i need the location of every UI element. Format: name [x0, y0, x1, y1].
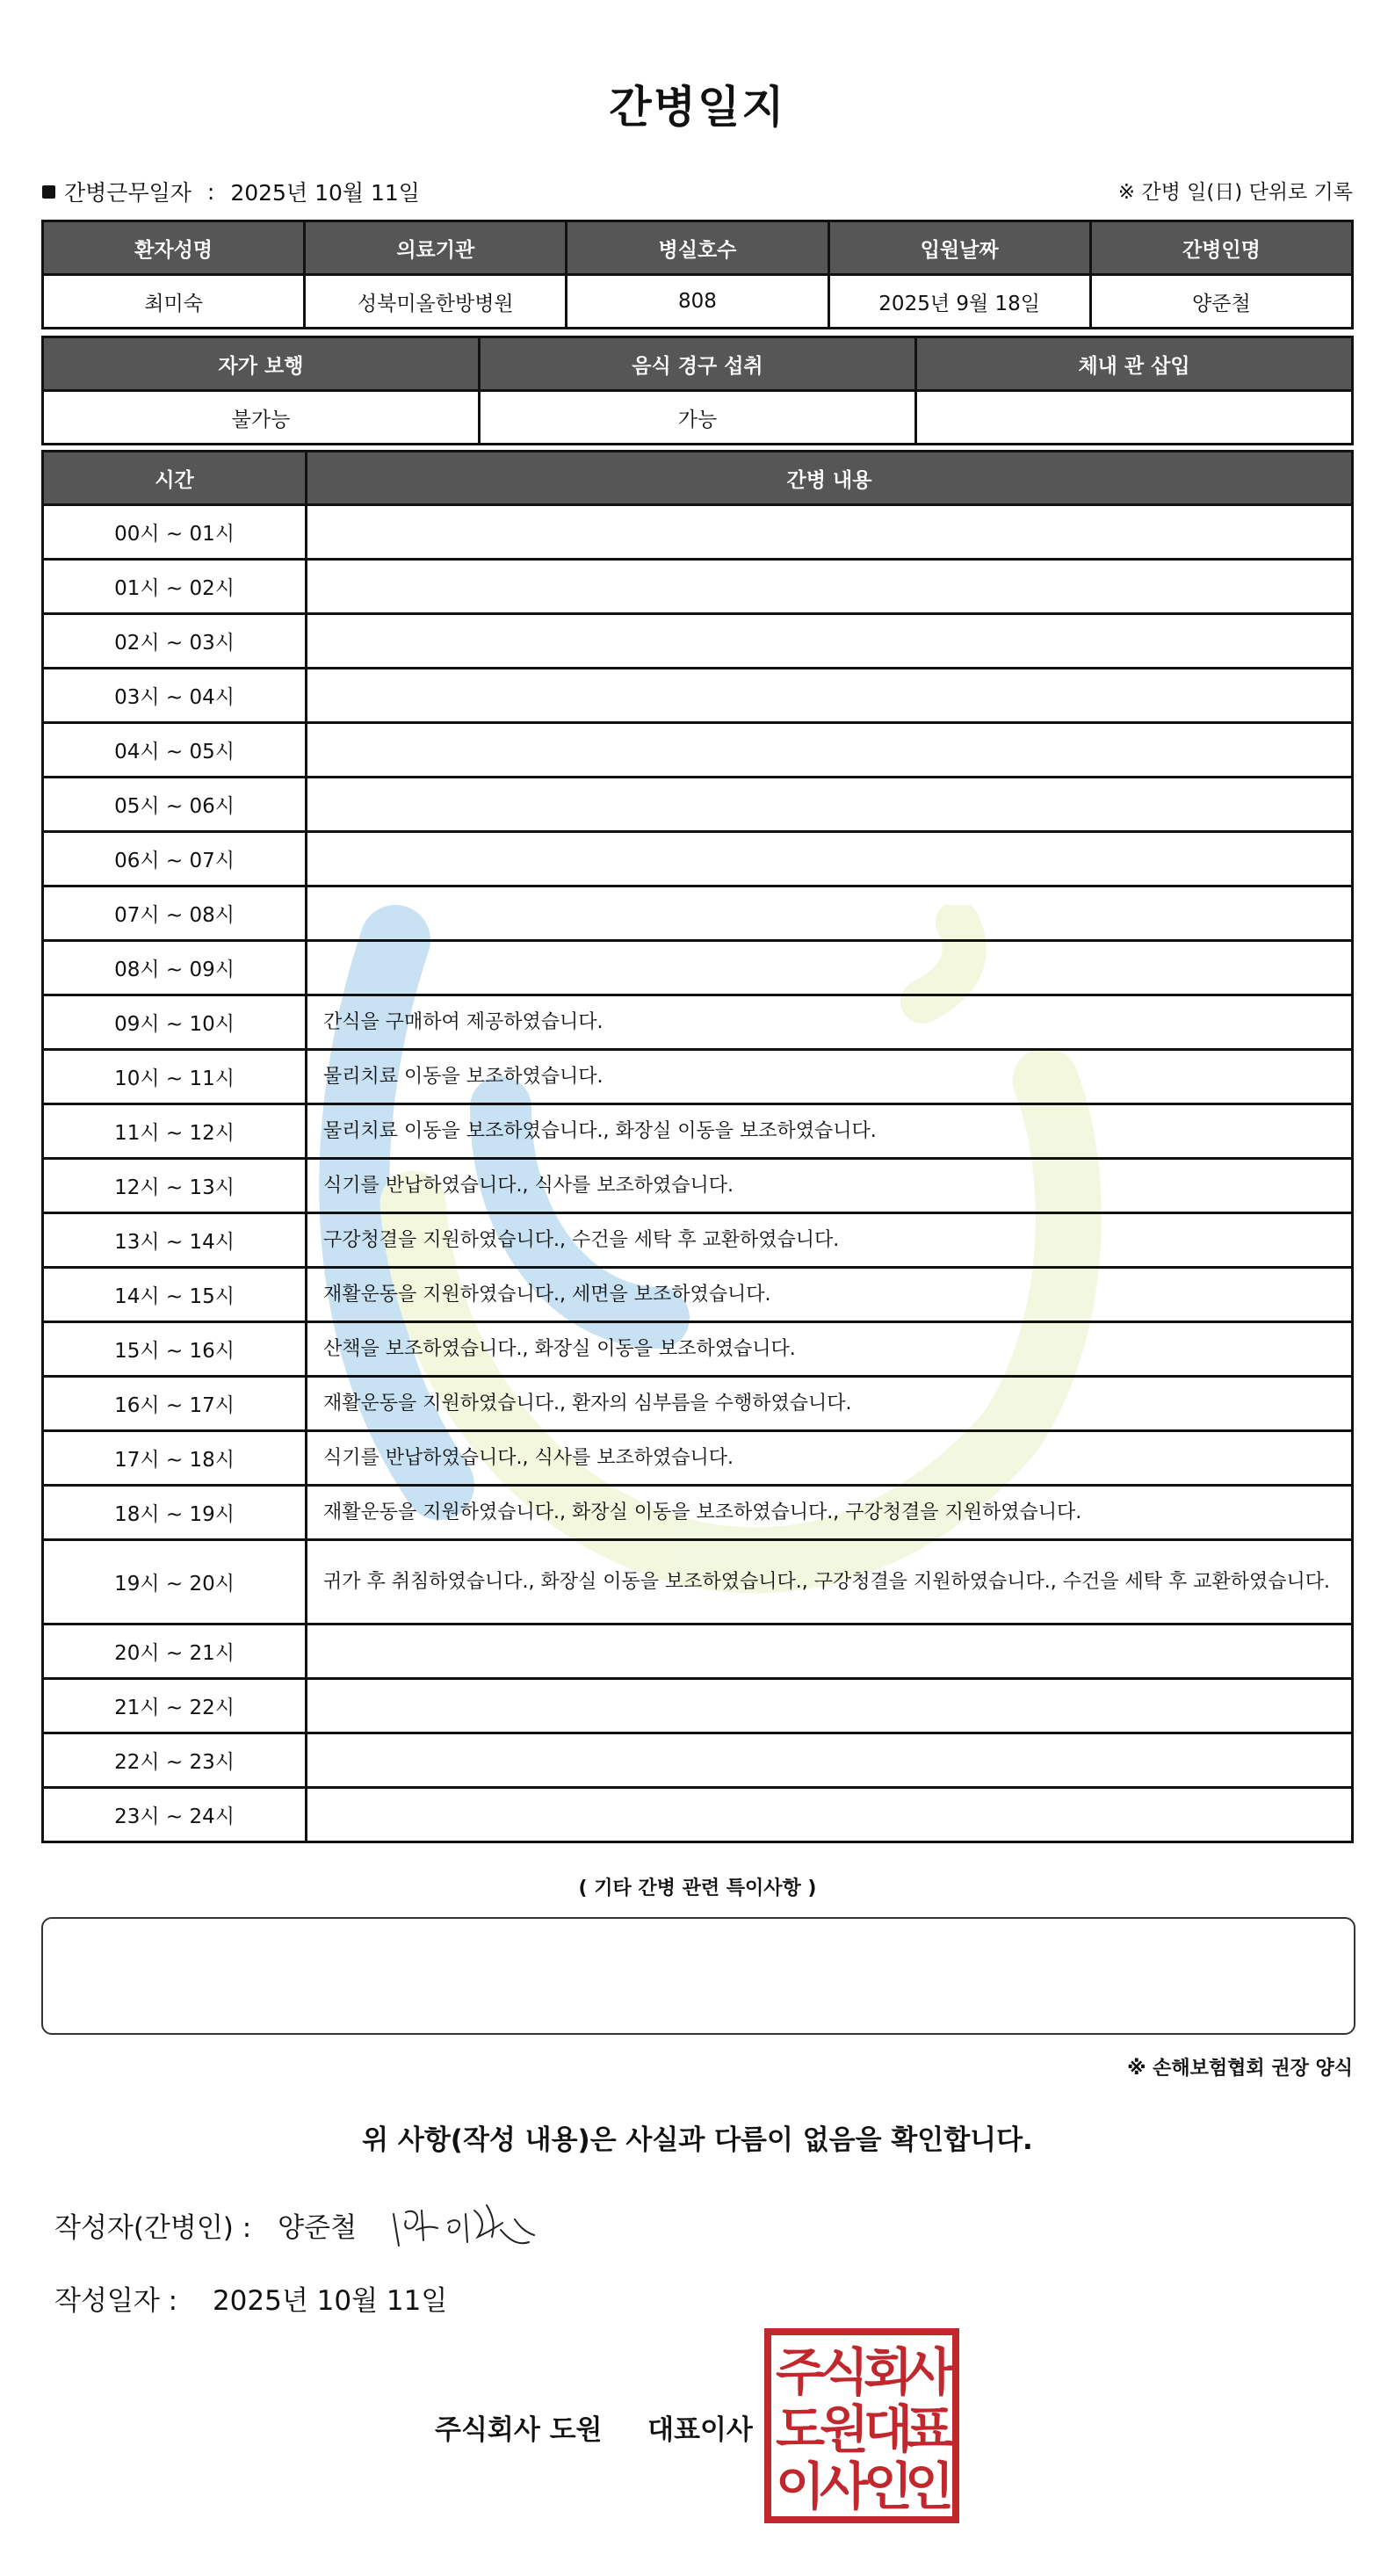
header-content: 간병 내용	[307, 452, 1353, 505]
confirmation-statement: 위 사항(작성 내용)은 사실과 다름이 없음을 확인합니다.	[362, 2124, 1033, 2156]
patient-info-table	[41, 220, 1354, 329]
header-room: 병실호수	[567, 221, 828, 275]
table-row	[43, 995, 1353, 1050]
bullet-square-icon	[42, 185, 55, 199]
log-time: 11시 ~ 12시	[43, 1104, 307, 1159]
log-content: 물리치료 이동을 보조하였습니다.	[307, 1050, 1353, 1104]
writer-name: 양준철	[278, 2212, 358, 2244]
log-time: 00시 ~ 01시	[43, 505, 307, 560]
admission-date: 2025년 9월 18일	[828, 275, 1090, 329]
log-content: 재활운동을 지원하였습니다., 환자의 심부름을 수행하였습니다.	[307, 1377, 1353, 1431]
writer-line	[54, 2205, 357, 2245]
log-content: 물리치료 이동을 보조하였습니다., 화장실 이동을 보조하였습니다.	[307, 1104, 1353, 1159]
header-caregiver: 간병인명	[1090, 221, 1352, 275]
svg-text:원: 원	[819, 2401, 870, 2458]
record-note: ※ 간병 일(日) 단위로 기록	[1117, 181, 1353, 204]
log-time: 19시 ~ 20시	[43, 1540, 307, 1624]
room-number: 808	[567, 275, 828, 329]
log-content: 귀가 후 취침하였습니다., 화장실 이동을 보조하였습니다., 구강청결을 지원하였습니다., 수건을 세탁 후 교환하였습니다.	[307, 1540, 1353, 1624]
log-time: 06시 ~ 07시	[43, 832, 307, 886]
hospital: 성북미올한방병원	[305, 275, 567, 329]
svg-text:표: 표	[904, 2401, 955, 2458]
log-time: 21시 ~ 22시	[43, 1679, 307, 1733]
company-signature-line	[435, 2407, 753, 2447]
table-row	[43, 1377, 1353, 1431]
svg-text:식: 식	[819, 2344, 870, 2401]
log-time: 08시 ~ 09시	[43, 941, 307, 995]
log-time: 09시 ~ 10시	[43, 995, 307, 1050]
header-self-walking: 자가 보행	[43, 337, 480, 391]
log-time: 17시 ~ 18시	[43, 1431, 307, 1486]
oral-intake: 가능	[480, 391, 916, 445]
table-row	[43, 941, 1353, 995]
table-row	[43, 832, 1353, 886]
written-date-value: 2025년 10월 11일	[212, 2285, 448, 2317]
log-content: 재활운동을 지원하였습니다., 화장실 이동을 보조하였습니다., 구강청결을 지원하였습니다.	[307, 1486, 1353, 1540]
log-time: 03시 ~ 04시	[43, 669, 307, 723]
table-row	[43, 1540, 1353, 1624]
log-time: 23시 ~ 24시	[43, 1788, 307, 1842]
table-row	[43, 1050, 1353, 1104]
log-content	[307, 669, 1353, 723]
page-title: 간병일지	[609, 82, 786, 133]
table-row	[43, 505, 1353, 560]
log-content	[307, 1788, 1353, 1842]
log-time: 04시 ~ 05시	[43, 723, 307, 778]
care-log-table	[41, 450, 1354, 1843]
table-row	[43, 1733, 1353, 1788]
self-walking: 불가능	[43, 391, 480, 445]
log-content	[307, 614, 1353, 669]
table-row	[43, 1486, 1353, 1540]
log-content: 재활운동을 지원하였습니다., 세면을 보조하였습니다.	[307, 1268, 1353, 1322]
remarks-title: ( 기타 간병 관련 특이사항 )	[578, 1878, 817, 1899]
tube-insertion	[916, 391, 1353, 445]
log-content: 식기를 반납하였습니다., 식사를 보조하였습니다.	[307, 1431, 1353, 1486]
caregiver-name: 양준철	[1090, 275, 1352, 329]
log-content	[307, 941, 1353, 995]
header-tube-insertion: 체내 관 삽입	[916, 337, 1353, 391]
log-content: 식기를 반납하였습니다., 식사를 보조하였습니다.	[307, 1159, 1353, 1213]
log-content: 산책을 보조하였습니다., 화장실 이동을 보조하였습니다.	[307, 1322, 1353, 1377]
log-time: 07시 ~ 08시	[43, 886, 307, 941]
table-row	[43, 1104, 1353, 1159]
header-hospital: 의료기관	[305, 221, 567, 275]
table-row	[43, 669, 1353, 723]
table-row	[43, 723, 1353, 778]
table-row	[43, 614, 1353, 669]
svg-text:대: 대	[863, 2401, 914, 2458]
company-seal-stamp	[763, 2326, 961, 2525]
log-content	[307, 1624, 1353, 1679]
form-note: ※ 손해보험협회 권장 양식	[1127, 2058, 1353, 2080]
table-row	[43, 1679, 1353, 1733]
log-time: 13시 ~ 14시	[43, 1213, 307, 1268]
log-content: 구강청결을 지원하였습니다., 수건을 세탁 후 교환하였습니다.	[307, 1213, 1353, 1268]
table-row	[43, 1624, 1353, 1679]
log-content	[307, 886, 1353, 941]
header-time: 시간	[43, 452, 307, 505]
patient-name: 최미숙	[43, 275, 305, 329]
log-time: 05시 ~ 06시	[43, 778, 307, 832]
writer-label: 작성자(간병인) :	[54, 2212, 252, 2244]
handwritten-signature	[387, 2188, 553, 2258]
log-content	[307, 1733, 1353, 1788]
written-date	[54, 2278, 447, 2318]
company-name: 주식회사 도원	[435, 2414, 603, 2446]
log-content	[307, 832, 1353, 886]
svg-text:도: 도	[775, 2401, 826, 2458]
table-row	[43, 1213, 1353, 1268]
table-row	[43, 886, 1353, 941]
log-time: 16시 ~ 17시	[43, 1377, 307, 1431]
log-time: 02시 ~ 03시	[43, 614, 307, 669]
company-title: 대표이사	[647, 2414, 753, 2446]
log-content	[307, 560, 1353, 614]
table-row	[43, 1431, 1353, 1486]
header-oral-intake: 음식 경구 섭취	[480, 337, 916, 391]
log-time: 01시 ~ 02시	[43, 560, 307, 614]
table-row	[43, 1788, 1353, 1842]
svg-text:사: 사	[904, 2344, 955, 2401]
svg-text:인: 인	[904, 2458, 955, 2515]
header-admission-date: 입원날짜	[828, 221, 1090, 275]
patient-status-table	[41, 336, 1354, 445]
log-content	[307, 723, 1353, 778]
svg-text:이: 이	[775, 2458, 826, 2515]
table-row	[43, 560, 1353, 614]
table-row	[43, 1268, 1353, 1322]
remarks-box	[41, 1917, 1355, 2035]
table-row	[43, 1159, 1353, 1213]
log-time: 20시 ~ 21시	[43, 1624, 307, 1679]
written-date-label: 작성일자 :	[54, 2285, 178, 2317]
work-date-value: 2025년 10월 11일	[230, 180, 420, 206]
log-content: 간식을 구매하여 제공하였습니다.	[307, 995, 1353, 1050]
log-content	[307, 505, 1353, 560]
svg-text:인: 인	[863, 2458, 914, 2515]
work-date-label: 간병근무일자	[64, 180, 192, 206]
svg-text:주: 주	[775, 2344, 826, 2401]
log-time: 12시 ~ 13시	[43, 1159, 307, 1213]
table-row	[43, 1322, 1353, 1377]
table-row	[43, 778, 1353, 832]
svg-text:회: 회	[863, 2344, 914, 2401]
work-date	[42, 176, 420, 207]
log-time: 18시 ~ 19시	[43, 1486, 307, 1540]
log-time: 22시 ~ 23시	[43, 1733, 307, 1788]
log-time: 10시 ~ 11시	[43, 1050, 307, 1104]
log-time: 14시 ~ 15시	[43, 1268, 307, 1322]
header-patient-name: 환자성명	[43, 221, 305, 275]
log-content	[307, 778, 1353, 832]
work-date-separator: :	[206, 178, 215, 205]
log-time: 15시 ~ 16시	[43, 1322, 307, 1377]
log-content	[307, 1679, 1353, 1733]
svg-text:사: 사	[819, 2458, 870, 2515]
